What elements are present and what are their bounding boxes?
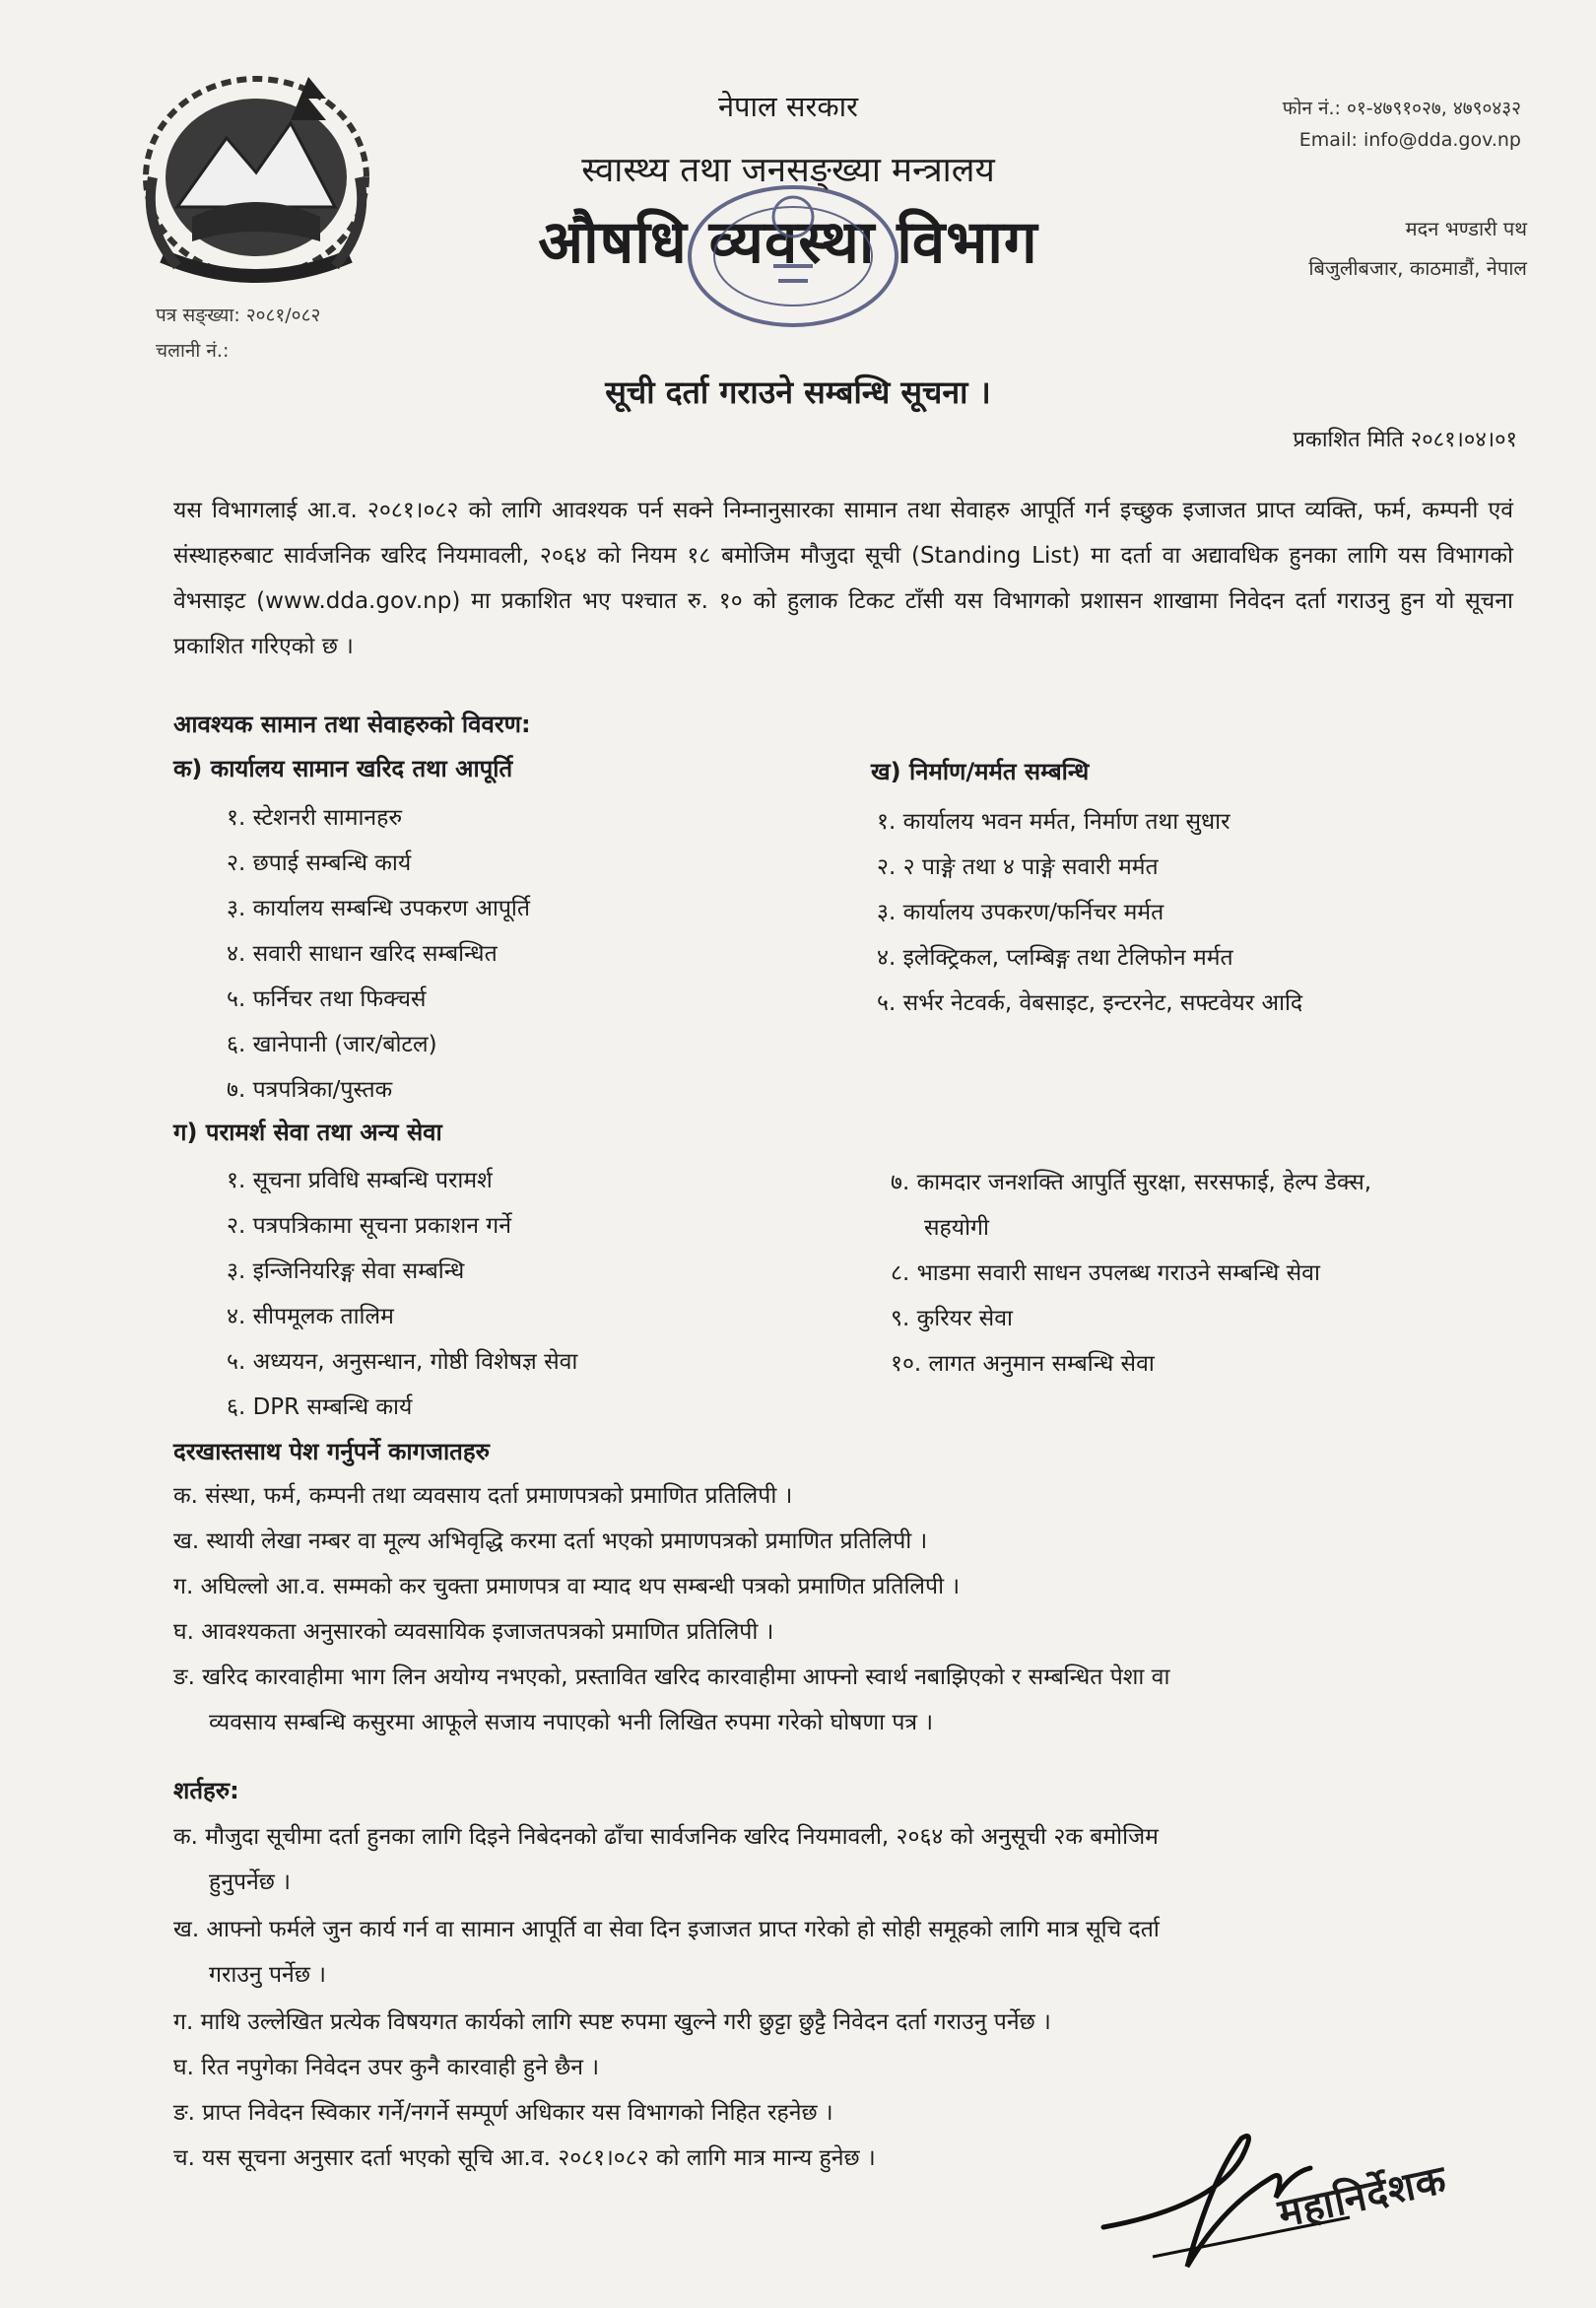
list-item: २. छपाई सम्बन्धि कार्य xyxy=(227,850,412,876)
condition-item: क. मौजुदा सूचीमा दर्ता हुनका लागि दिइने निबेदनको ढाँचा सार्वजनिक खरिद नियमावली, २०६४ को अनुसूची २क बमोजिम xyxy=(173,1824,1159,1850)
condition-item: ङ. प्राप्त निवेदन स्विकार गर्ने/नगर्ने सम्पूर्ण अधिकार यस विभागको निहित रहनेछ । xyxy=(173,2100,833,2126)
list-item: ४. सीपमूलक तालिम xyxy=(227,1304,394,1329)
condition-item-continuation: गराउनु पर्नेछ । xyxy=(209,1962,326,1988)
list-item: १०. लागत अनुमान सम्बन्धि सेवा xyxy=(891,1351,1155,1377)
published-date: प्रकाशित मिति २०८१।०४।०१ xyxy=(1293,428,1517,452)
dispatch-number: चलानी नं.: xyxy=(156,340,230,362)
list-item: ७. पत्रपत्रिका/पुस्तक xyxy=(227,1077,393,1103)
list-item: १. कार्यालय भवन मर्मत, निर्माण तथा सुधार xyxy=(877,809,1230,835)
list-item: ६. खानेपानी (जार/बोटल) xyxy=(227,1032,437,1057)
section-ga-title: ग) परामर्श सेवा तथा अन्य सेवा xyxy=(173,1119,442,1146)
intro-paragraph: यस विभागलाई आ.व. २०८१।०८२ को लागि आवश्यक पर्न सक्ने निम्नानुसारका सामान तथा सेवाहरु आपूर्ति गर्न इच्छुक इजाजत प्राप्त व्यक्ति, फर्म, कम्पनी एवं संस्थाहरुबाट सार्वजनिक खरिद नियमावली, २०६४ को नियम १८ बमोजिम मौजुदा सूची (Standing List) मा दर्ता वा अद्यावधिक हुनका लागि यस विभागको वेभसाइट (www.dda.gov.np) मा प्रकाशित भए पश्चात रु. १० को हुलाक टिकट टाँसी यस विभागको प्रशासन शाखामा निवेदन दर्ता गराउनु हुन यो सूचना प्रकाशित गरिएको छ । xyxy=(173,498,1513,659)
list-item: ३. कार्यालय उपकरण/फर्निचर मर्मत xyxy=(877,900,1164,925)
list-item: २. २ पाङ्गे तथा ४ पाङ्गे सवारी मर्मत xyxy=(877,854,1159,880)
condition-item-continuation: हुनुपर्नेछ । xyxy=(209,1869,291,1895)
list-item: ५. सर्भर नेटवर्क, वेबसाइट, इन्टरनेट, सफ्टवेयर आदि xyxy=(877,990,1303,1016)
ministry-name: स्वास्थ्य तथा जनसङ्ख्या मन्त्रालय xyxy=(581,151,995,190)
phone-number: फोन नं.: ०१-४७९१०२७, ४७९०४३२ xyxy=(1282,98,1521,119)
list-item: २. पत्रपत्रिकामा सूचना प्रकाशन गर्ने xyxy=(227,1213,512,1239)
department-name: औषधि व्यवस्था विभाग xyxy=(538,208,1038,277)
list-item: ४. इलेक्ट्रिकल, प्लम्बिङ्ग तथा टेलिफोन मर्मत xyxy=(877,945,1233,971)
list-item: ५. फर्निचर तथा फिक्चर्स xyxy=(227,986,427,1012)
list-item: ८. भाडमा सवारी साधन उपलब्ध गराउने सम्बन्धि सेवा xyxy=(891,1260,1320,1286)
email-address: Email: info@dda.gov.np xyxy=(1298,129,1521,151)
section-ka-title: क) कार्यालय सामान खरिद तथा आपूर्ति xyxy=(173,755,513,782)
document-item: ग. अघिल्लो आ.व. सम्मको कर चुक्ता प्रमाणपत्र वा म्याद थप सम्बन्धी पत्रको प्रमाणित प्रतिलिपी । xyxy=(173,1574,961,1599)
details-heading: आवश्यक सामान तथा सेवाहरुको विवरण: xyxy=(173,711,531,738)
document-item: ख. स्थायी लेखा नम्बर वा मूल्य अभिवृद्धि करमा दर्ता भएको प्रमाणपत्रको प्रमाणित प्रतिलिपी । xyxy=(173,1528,928,1554)
list-item: ३. कार्यालय सम्बन्धि उपकरण आपूर्ति xyxy=(227,896,531,921)
document-item: घ. आवश्यकता अनुसारको व्यवसायिक इजाजतपत्रको प्रमाणित प्रतिलिपी । xyxy=(173,1619,774,1645)
address-street: मदन भण्डारी पथ xyxy=(1405,217,1527,240)
section-kha-title: ख) निर्माण/मर्मत सम्बन्धि xyxy=(871,758,1090,785)
list-item: ३. इन्जिनियरिङ्ग सेवा सम्बन्धि xyxy=(227,1258,465,1284)
condition-item: च. यस सूचना अनुसार दर्ता भएको सूचि आ.व. २०८१।०८२ को लागि मात्र मान्य हुनेछ । xyxy=(173,2145,876,2171)
government-name: नेपाल सरकार xyxy=(717,90,859,123)
letter-number: पत्र सङ्ख्या: २०८१/०८२ xyxy=(156,305,321,326)
condition-item: ग. माथि उल्लेखित प्रत्येक विषयगत कार्यको लागि स्पष्ट रुपमा खुल्ने गरी छुट्टा छुट्टै निवेदन दर्ता गराउनु पर्नेछ । xyxy=(173,2009,1051,2035)
list-item: ७. कामदार जनशक्ति आपुर्ति सुरक्षा, सरसफाई, हेल्प डेक्स, xyxy=(891,1170,1372,1195)
office-stamp-icon xyxy=(680,177,906,335)
list-item: ४. सवारी साधान खरिद सम्बन्धित xyxy=(227,941,498,967)
list-item: ५. अध्ययन, अनुसन्धान, गोष्ठी विशेषज्ञ सेवा xyxy=(227,1349,578,1375)
list-item: ९. कुरियर सेवा xyxy=(891,1306,1013,1331)
document-item: क. संस्था, फर्म, कम्पनी तथा व्यवसाय दर्ता प्रमाणपत्रको प्रमाणित प्रतिलिपी । xyxy=(173,1483,793,1509)
conditions-heading: शर्तहरु: xyxy=(173,1777,239,1804)
document-item: ङ. खरिद कारवाहीमा भाग लिन अयोग्य नभएको, प्रस्तावित खरिद कारवाहीमा आफ्नो स्वार्थ नबाझिएको र सम्बन्धित पेशा वा xyxy=(173,1664,1170,1690)
document-item-continuation: व्यवसाय सम्बन्धि कसुरमा आफूले सजाय नपाएको भनी लिखित रुपमा गरेको घोषणा पत्र । xyxy=(209,1710,934,1735)
address-city: बिजुलीबजार, काठमाडौं, नेपाल xyxy=(1308,256,1527,280)
list-item: १. स्टेशनरी सामानहरु xyxy=(227,805,403,831)
condition-item: घ. रित नपुगेका निवेदन उपर कुनै कारवाही हुने छैन । xyxy=(173,2055,600,2080)
list-item: ६. DPR सम्बन्धि कार्य xyxy=(227,1394,413,1420)
list-item: १. सूचना प्रविधि सम्बन्धि परामर्श xyxy=(227,1168,493,1193)
nepal-emblem-icon xyxy=(133,69,379,296)
list-item-continuation: सहयोगी xyxy=(924,1215,989,1241)
notice-title: सूची दर्ता गराउने सम्बन्धि सूचना । xyxy=(605,373,991,411)
director-general-title: महानिर्देशक xyxy=(1274,2156,1451,2237)
condition-item: ख. आफ्नो फर्मले जुन कार्य गर्न वा सामान आपूर्ति वा सेवा दिन इजाजत प्राप्त गरेको हो सोही समूहको लागि मात्र सूचि दर्ता xyxy=(173,1917,1160,1942)
documents-heading: दरखास्तसाथ पेश गर्नुपर्ने कागजातहरु xyxy=(173,1438,490,1465)
